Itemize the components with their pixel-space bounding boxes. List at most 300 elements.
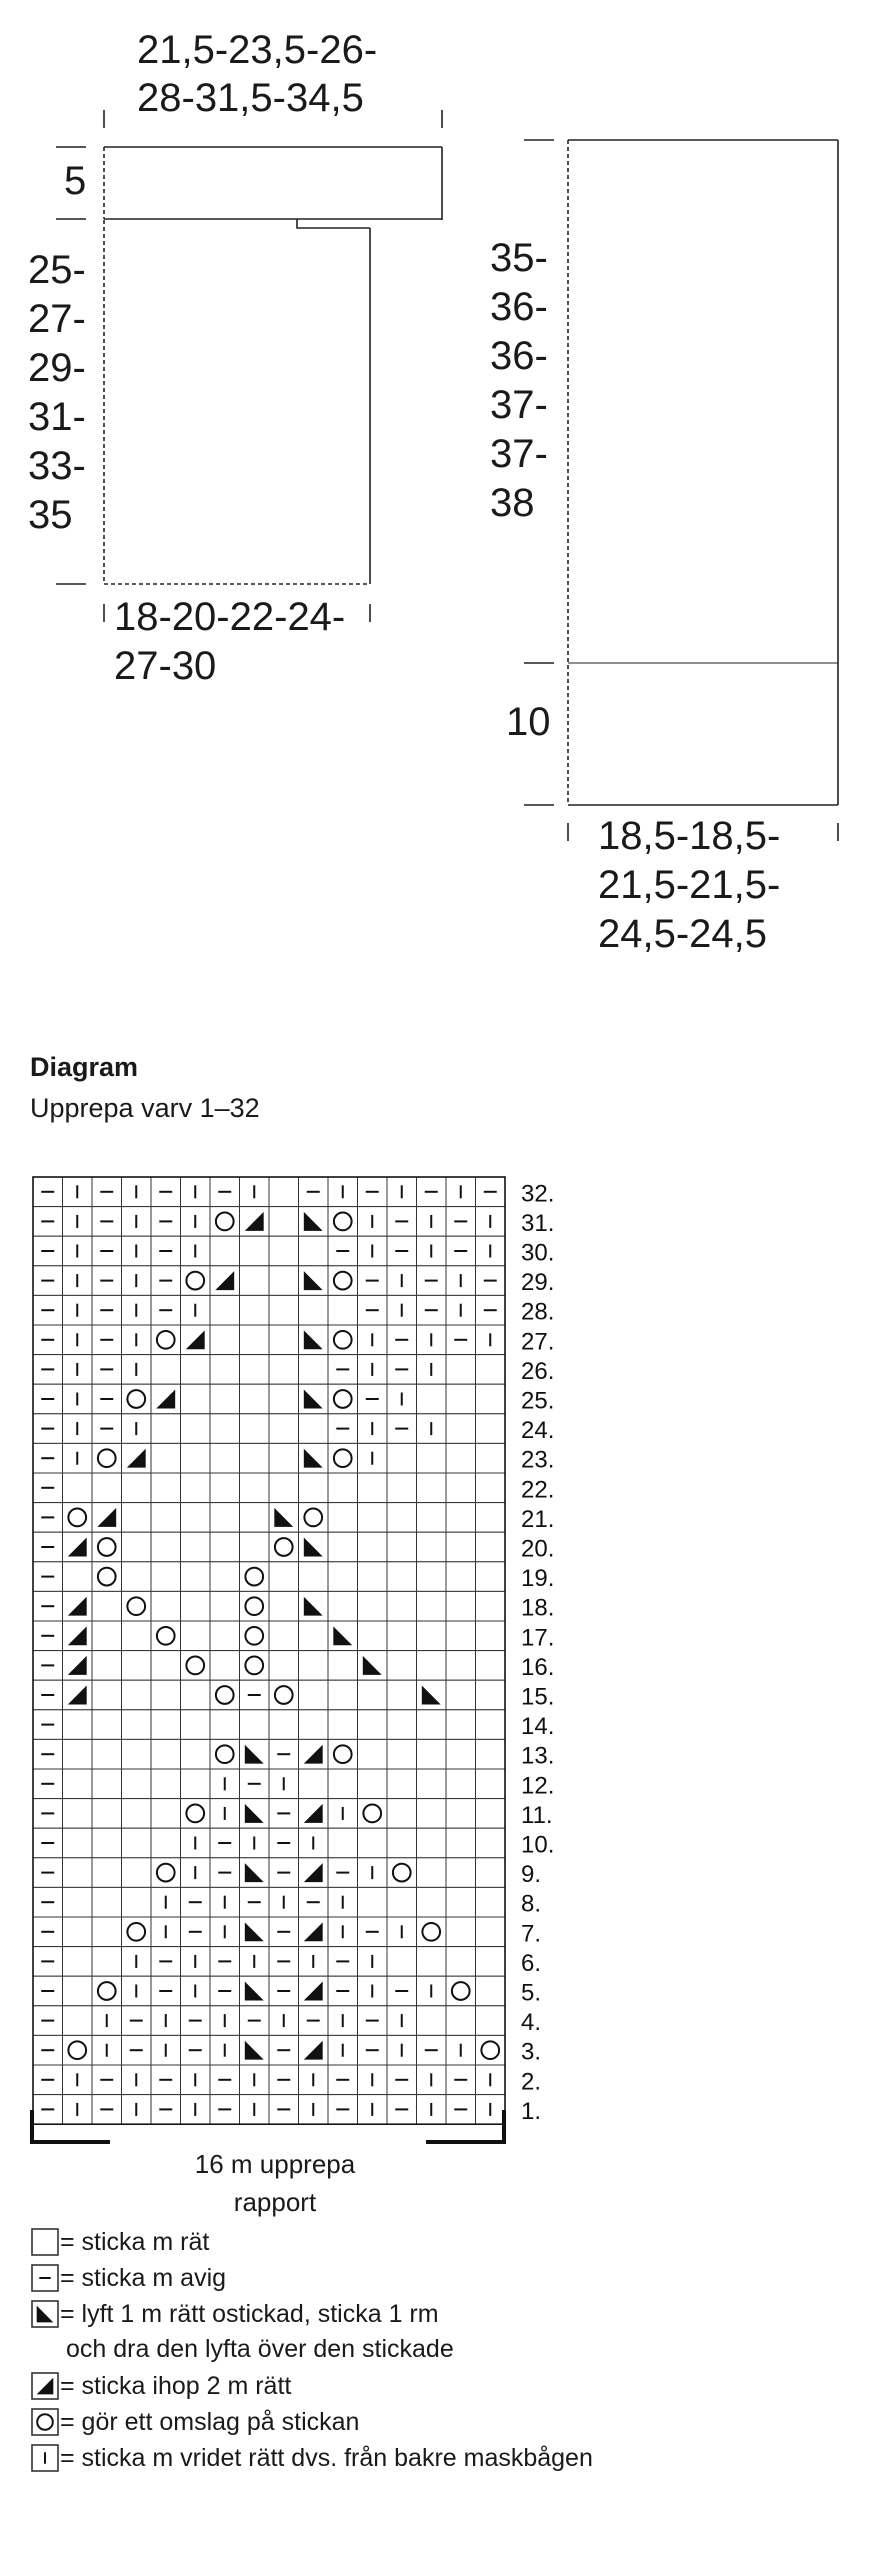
chart-cell (92, 1858, 122, 1888)
chart-cell (476, 1828, 506, 1858)
chart-cell (122, 1858, 152, 1888)
chart-cell (151, 1858, 181, 1888)
cuff-length-label: 10 (506, 700, 551, 744)
chart-cell (417, 1947, 447, 1977)
row-label: 6. (521, 1949, 542, 1977)
chart-cell (240, 1739, 270, 1769)
bottom-width-line-1: 18-20-22-24- (114, 595, 346, 639)
chart-cell (122, 1621, 152, 1651)
chart-cell (417, 1532, 447, 1562)
legend-text-ssk: = lyft 1 m rätt ostickad, sticka 1 rm (60, 2299, 439, 2328)
chart-cell (240, 1207, 270, 1237)
shoulder-height-label: 5 (64, 159, 87, 203)
legend-item-purl (30, 2263, 226, 2293)
chart-cell (181, 1503, 211, 1533)
chart-cell (476, 1414, 506, 1444)
row-label: 30. (521, 1239, 555, 1267)
diagram-subtitle: Upprepa varv 1–32 (30, 1093, 260, 1123)
chart-cell (269, 1355, 299, 1385)
sleeve-width-line-3: 24,5-24,5 (598, 912, 768, 956)
chart-cell (181, 1384, 211, 1414)
chart-cell (328, 1680, 358, 1710)
chart-cell (63, 1739, 93, 1769)
chart-cell (151, 1562, 181, 1592)
chart-cell (122, 1680, 152, 1710)
chart-cell (387, 1887, 417, 1917)
legend-text-ssk-continued: och dra den lyfta över den stickade (66, 2335, 454, 2363)
row-label: 24. (521, 1417, 555, 1445)
body-length-line-4: 31- (28, 395, 86, 439)
chart-cell (476, 1858, 506, 1888)
row-label: 10. (521, 1831, 555, 1859)
chart-cell (151, 1591, 181, 1621)
chart-cell (181, 1651, 211, 1681)
chart-cell (63, 1769, 93, 1799)
chart-cell (299, 1503, 329, 1533)
chart-cell (210, 1651, 240, 1681)
chart-cell (92, 1947, 122, 1977)
row-label: 21. (521, 1505, 555, 1533)
chart-cell (240, 1591, 270, 1621)
chart-cell (210, 1680, 240, 1710)
chart-cell (240, 1414, 270, 1444)
chart-cell (476, 2035, 506, 2065)
chart-cell (299, 1651, 329, 1681)
chart-cell (122, 1799, 152, 1829)
chart-cell (63, 1828, 93, 1858)
chart-cell (446, 1473, 476, 1503)
chart-cell (446, 1917, 476, 1947)
chart-cell (417, 1651, 447, 1681)
row-label: 1. (521, 2097, 542, 2125)
chart-cell (417, 1384, 447, 1414)
chart-cell (63, 1917, 93, 1947)
sleeve-length-line-1: 35- (490, 236, 548, 280)
chart-cell (210, 1355, 240, 1385)
chart-cell (92, 1917, 122, 1947)
chart-cell (269, 1680, 299, 1710)
chart-cell (476, 1443, 506, 1473)
chart-cell (476, 2006, 506, 2036)
chart-cell (299, 1295, 329, 1325)
chart-cell (299, 1621, 329, 1651)
chart-cell (446, 1355, 476, 1385)
chart-cell (151, 1621, 181, 1651)
chart-cell (240, 1325, 270, 1355)
row-label: 17. (521, 1624, 555, 1652)
chart-cell (476, 1355, 506, 1385)
chart-cell (122, 1384, 152, 1414)
chart-cell (122, 1710, 152, 1740)
sleeve-length-line-6: 38 (490, 481, 535, 525)
repeat-label-line-2: rapport (233, 2187, 317, 2217)
chart-cell (240, 1621, 270, 1651)
chart-cell (269, 1325, 299, 1355)
chart-cell (92, 1739, 122, 1769)
chart-cell (328, 1207, 358, 1237)
chart-cell (210, 1591, 240, 1621)
chart-cell (328, 1651, 358, 1681)
chart-cell (417, 1621, 447, 1651)
row-label: 8. (521, 1890, 542, 1918)
sleeve-length-line-2: 36- (490, 285, 548, 329)
chart-cell (476, 1680, 506, 1710)
chart-cell (210, 1325, 240, 1355)
chart-cell (476, 1917, 506, 1947)
sleeve-schematic (524, 140, 838, 841)
row-label: 29. (521, 1269, 555, 1297)
chart-cell (358, 1799, 388, 1829)
chart-cell (63, 1710, 93, 1740)
chart-cell (63, 1473, 93, 1503)
chart-cell (181, 1799, 211, 1829)
chart-cell (63, 1591, 93, 1621)
chart-cell (151, 1414, 181, 1444)
chart-cell (151, 1799, 181, 1829)
chart-cell (151, 1503, 181, 1533)
chart-cell (240, 1236, 270, 1266)
chart-cell (181, 1710, 211, 1740)
row-label: 28. (521, 1298, 555, 1326)
chart-cell (446, 1887, 476, 1917)
chart-cell (387, 1769, 417, 1799)
chart-cell (63, 2035, 93, 2065)
chart-cell (299, 1355, 329, 1385)
chart-cell (122, 1591, 152, 1621)
chart-cell (122, 1503, 152, 1533)
chart-cell (240, 1651, 270, 1681)
row-label: 31. (521, 1209, 555, 1237)
diagram-title: Diagram (30, 1052, 139, 1082)
chart-cell (446, 1976, 476, 2006)
chart-cell (269, 1443, 299, 1473)
sleeve-width-line-1: 18,5-18,5- (598, 814, 781, 858)
chart-cell (122, 1443, 152, 1473)
row-label: 13. (521, 1742, 555, 1770)
chart-cell (92, 1769, 122, 1799)
chart-cell (210, 1473, 240, 1503)
chart-cell (446, 1947, 476, 1977)
chart-cell (240, 1266, 270, 1296)
chart-cell (328, 1769, 358, 1799)
chart-cell (476, 1532, 506, 1562)
chart-cell (122, 1828, 152, 1858)
row-label: 22. (521, 1476, 555, 1504)
chart-cell (299, 1236, 329, 1266)
chart-cell (92, 1828, 122, 1858)
legend-item-yarn-over (30, 2407, 359, 2437)
row-label: 5. (521, 1979, 542, 2007)
chart-cell (446, 1739, 476, 1769)
chart-cell (210, 1295, 240, 1325)
chart-cell (210, 1710, 240, 1740)
chart-cell (328, 1295, 358, 1325)
chart-cell (446, 1828, 476, 1858)
chart-cell (358, 1887, 388, 1917)
chart-cell (387, 1828, 417, 1858)
chart-cell (299, 1562, 329, 1592)
chart-cell (240, 1562, 270, 1592)
chart-cell (181, 1769, 211, 1799)
chart-cell (328, 1739, 358, 1769)
body-width-line-2: 28-31,5-34,5 (137, 76, 364, 120)
chart-cell (328, 1384, 358, 1414)
repeat-label-line-1: 16 m upprepa (194, 2149, 356, 2179)
chart-cell (122, 1651, 152, 1681)
chart-cell (417, 1799, 447, 1829)
chart-cell (269, 1236, 299, 1266)
chart-cell (92, 1473, 122, 1503)
chart-cell (63, 1947, 93, 1977)
row-label: 26. (521, 1357, 555, 1385)
chart-cell (387, 1680, 417, 1710)
chart-cell (387, 1710, 417, 1740)
chart-cell (269, 1532, 299, 1562)
chart-cell (476, 1947, 506, 1977)
chart-cell (328, 1532, 358, 1562)
chart-cell (387, 1532, 417, 1562)
chart-cell (269, 1651, 299, 1681)
body-width-line-1: 21,5-23,5-26- (137, 28, 378, 72)
chart-cell (92, 1503, 122, 1533)
chart-cell (387, 1591, 417, 1621)
chart-cell (446, 1503, 476, 1533)
chart-cell (240, 1532, 270, 1562)
chart-cell (181, 1621, 211, 1651)
chart-cell (92, 1532, 122, 1562)
chart-cell (417, 1473, 447, 1503)
chart-cell (446, 1651, 476, 1681)
chart-cell (417, 1710, 447, 1740)
chart-cell (328, 1503, 358, 1533)
chart-cell (476, 1562, 506, 1592)
chart-cell (358, 1651, 388, 1681)
chart-cell (417, 2006, 447, 2036)
legend-item-twisted-knit (30, 2443, 593, 2473)
row-label: 7. (521, 1920, 542, 1948)
chart-cell (328, 1562, 358, 1592)
chart-cell (446, 2006, 476, 2036)
chart-cell (269, 1266, 299, 1296)
chart-cell (446, 1769, 476, 1799)
legend-item-knit (30, 2227, 209, 2257)
chart-cell (210, 1236, 240, 1266)
chart-cell (476, 1591, 506, 1621)
chart-cell (476, 1503, 506, 1533)
bottom-width-line-2: 27-30 (114, 644, 217, 688)
chart-cell (240, 1295, 270, 1325)
chart-cell (299, 1680, 329, 1710)
chart-cell (210, 1532, 240, 1562)
legend-item-ssk (30, 2299, 439, 2329)
chart-cell (417, 1828, 447, 1858)
chart-cell (151, 1769, 181, 1799)
chart-cell (387, 1651, 417, 1681)
row-label: 19. (521, 1565, 555, 1593)
chart-cell (299, 1414, 329, 1444)
chart-cell (328, 1591, 358, 1621)
body-length-line-5: 33- (28, 444, 86, 488)
row-label: 32. (521, 1180, 555, 1208)
chart-cell (476, 1710, 506, 1740)
chart-cell (417, 1858, 447, 1888)
chart-cell (269, 1414, 299, 1444)
chart-cell (417, 1562, 447, 1592)
chart-cell (299, 1443, 329, 1473)
chart-cell (181, 1591, 211, 1621)
chart-cell (417, 1443, 447, 1473)
chart-cell (92, 1562, 122, 1592)
row-label: 15. (521, 1683, 555, 1711)
chart-cell (269, 1710, 299, 1740)
chart-cell (122, 1532, 152, 1562)
chart-cell (387, 1503, 417, 1533)
chart-cell (476, 1887, 506, 1917)
chart-cell (63, 1799, 93, 1829)
chart-cell (446, 1621, 476, 1651)
chart-cell (210, 1207, 240, 1237)
chart-cell (210, 1562, 240, 1592)
chart-cell (358, 1562, 388, 1592)
chart-cell (417, 1769, 447, 1799)
chart-cell (476, 1769, 506, 1799)
row-label: 9. (521, 1861, 542, 1889)
chart-cell (122, 1769, 152, 1799)
sleeve-width-line-2: 21,5-21,5- (598, 863, 781, 907)
chart-cell (92, 1443, 122, 1473)
chart-cell (151, 1443, 181, 1473)
chart-cell (92, 1799, 122, 1829)
chart-cell (328, 1828, 358, 1858)
chart-cell (92, 1976, 122, 2006)
chart-cell (92, 1591, 122, 1621)
chart-cell (122, 1739, 152, 1769)
chart-cell (387, 1621, 417, 1651)
row-label: 25. (521, 1387, 555, 1415)
chart-cell (358, 1739, 388, 1769)
chart-cell (387, 1947, 417, 1977)
chart-cell (446, 1680, 476, 1710)
chart-cell (358, 1769, 388, 1799)
chart-cell (387, 1473, 417, 1503)
chart-cell (181, 1414, 211, 1444)
chart-cell (476, 1621, 506, 1651)
sleeve-length-line-5: 37- (490, 432, 548, 476)
chart-cell (299, 1769, 329, 1799)
chart-cell (446, 1414, 476, 1444)
chart-cell (446, 1562, 476, 1592)
chart-cell (269, 1562, 299, 1592)
chart-cell (151, 1473, 181, 1503)
repeat-label (185, 2145, 365, 2221)
row-label: 4. (521, 2009, 542, 2037)
chart-cell (446, 1858, 476, 1888)
chart-cell (151, 1532, 181, 1562)
row-label: 12. (521, 1772, 555, 1800)
chart-cell (387, 1799, 417, 1829)
chart-cell (240, 2035, 270, 2065)
chart-cell (299, 1739, 329, 1769)
chart-cell (446, 1710, 476, 1740)
body-length-line-3: 29- (28, 346, 86, 390)
chart-cell (63, 1651, 93, 1681)
row-label: 11. (521, 1801, 553, 1829)
row-label: 23. (521, 1446, 555, 1474)
chart-cell (299, 1799, 329, 1829)
chart-cell (63, 1562, 93, 1592)
row-number-labels (521, 1180, 554, 2125)
chart-cell (151, 1355, 181, 1385)
chart-cell (299, 2035, 329, 2065)
knitting-chart-grid (33, 1177, 505, 2124)
legend-text-knit: = sticka m rät (60, 2227, 210, 2256)
chart-cell (476, 1651, 506, 1681)
row-label: 3. (521, 2038, 542, 2066)
chart-cell (476, 1473, 506, 1503)
chart-cell (151, 1828, 181, 1858)
chart-cell (122, 1917, 152, 1947)
chart-cell (446, 1443, 476, 1473)
chart-cell (122, 1562, 152, 1592)
legend-text-k2tog: = sticka ihop 2 m rätt (60, 2371, 292, 2400)
row-label: 2. (521, 2068, 542, 2096)
row-label: 27. (521, 1328, 555, 1356)
chart-cell (476, 1799, 506, 1829)
chart-cell (181, 1532, 211, 1562)
chart-cell (328, 1325, 358, 1355)
chart-cell (476, 1739, 506, 1769)
body-length-line-2: 27- (28, 297, 86, 341)
chart-cell (181, 1443, 211, 1473)
chart-cell (358, 1828, 388, 1858)
chart-cell (92, 1621, 122, 1651)
chart-cell (358, 1680, 388, 1710)
chart-cell (92, 1887, 122, 1917)
chart-cell (269, 1621, 299, 1651)
chart-cell (387, 1443, 417, 1473)
chart-cell (358, 1532, 388, 1562)
chart-cell (446, 1799, 476, 1829)
sleeve-length-line-3: 36- (490, 334, 548, 378)
chart-cell (417, 1739, 447, 1769)
chart-cell (476, 1976, 506, 2006)
chart-cell (269, 1473, 299, 1503)
chart-cell (122, 1473, 152, 1503)
chart-cell (181, 1562, 211, 1592)
chart-cell (151, 1325, 181, 1355)
chart-cell (417, 1591, 447, 1621)
chart-cell (328, 1710, 358, 1740)
row-label: 18. (521, 1594, 555, 1622)
chart-cell (122, 1887, 152, 1917)
chart-cell (240, 1503, 270, 1533)
chart-cell (299, 1207, 329, 1237)
chart-cell (269, 1207, 299, 1237)
chart-cell (151, 1739, 181, 1769)
chart-cell (63, 1503, 93, 1533)
chart-cell (181, 1355, 211, 1385)
chart-cell (210, 1414, 240, 1444)
chart-cell (63, 1858, 93, 1888)
chart-cell (387, 1739, 417, 1769)
chart-cell (446, 1384, 476, 1414)
chart-cell (240, 1355, 270, 1385)
chart-cell (92, 1651, 122, 1681)
legend-item-k2tog (30, 2371, 291, 2401)
legend-text-twisted-knit: = sticka m vridet rätt dvs. från bakre maskbågen (60, 2443, 593, 2472)
chart-cell (181, 1473, 211, 1503)
body-length-line-1: 25- (28, 248, 86, 292)
